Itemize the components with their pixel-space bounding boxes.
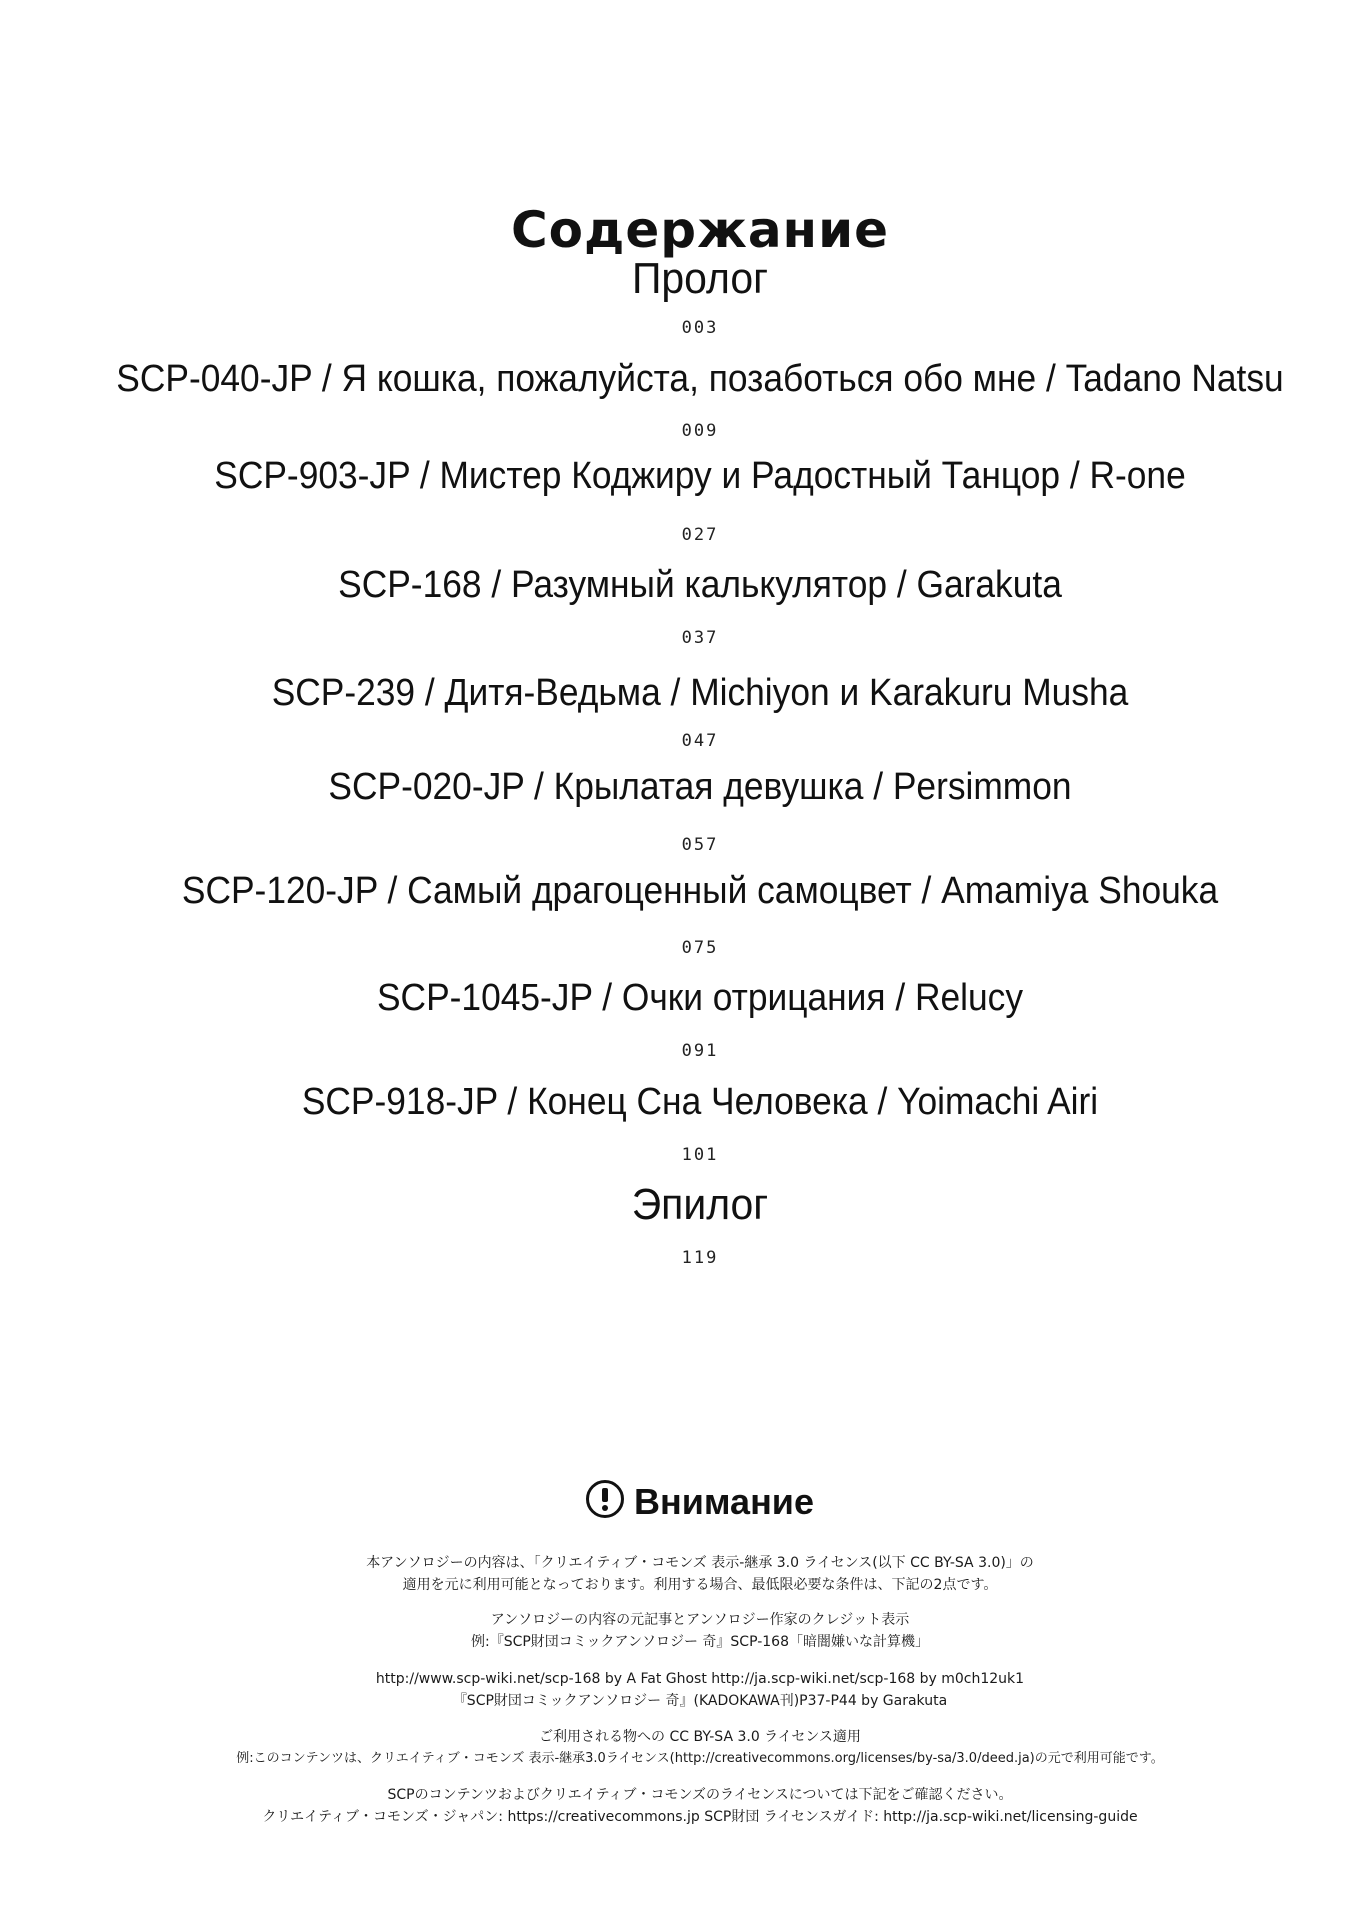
notice-line-5: http://www.scp-wiki.net/scp-168 by A Fat Ghost http://ja.scp-wiki.net/scp-168 by m0ch12uk1 [375, 1671, 1025, 1687]
toc-page-epilogue: 119 [681, 1248, 719, 1268]
toc-page-scp-239: 047 [681, 731, 719, 751]
toc-entry-prologue: Пролог [631, 254, 769, 303]
notice-line-7: ご利用される物への CC BY-SA 3.0 ライセンス適用 [539, 1729, 861, 1745]
notice-line-10: クリエイティブ・コモンズ・ジャパン: https://creativecommons.jp SCP財団 ライセンスガイド: http://ja.scp-wiki.net/licensing-guide [262, 1809, 1138, 1825]
toc-page-scp-1045-jp: 091 [681, 1041, 719, 1061]
toc-entry-scp-040-jp: SCP-040-JP / Я кошка, пожалуйста, позаботься обо мне / Tadano Natsu [116, 358, 1284, 400]
toc-entry-scp-918-jp: SCP-918-JP / Конец Сна Человека / Yoimachi Airi [301, 1081, 1099, 1123]
notice-heading-text: Внимание [634, 1481, 814, 1522]
toc-page-scp-040-jp: 009 [681, 421, 719, 441]
toc-entry-epilogue: Эпилог [631, 1180, 769, 1229]
toc-entry-scp-168: SCP-168 / Разумный калькулятор / Garakuta [338, 564, 1062, 606]
notice-line-1: 本アンソロジーの内容は、「クリエイティブ・コモンズ 表示-継承 3.0 ライセンス(以下 CC BY-SA 3.0)」の [366, 1555, 1034, 1571]
toc-entry-scp-239: SCP-239 / Дитя-Ведьма / Michiyon и Karakuru Musha [271, 672, 1129, 714]
notice-line-8: 例:このコンテンツは、クリエイティブ・コモンズ 表示-継承3.0ライセンス(http://creativecommons.org/licenses/by-sa/3.0/deed.ja)の元で利用可能です。 [236, 1751, 1164, 1766]
toc-entry-scp-1045-jp: SCP-1045-JP / Очки отрицания / Relucy [376, 977, 1024, 1019]
notice-line-2: 適用を元に利用可能となっております。利用する場合、最低限必要な条件は、下記の2点です。 [402, 1577, 998, 1593]
notice-line-3: アンソロジーの内容の元記事とアンソロジー作家のクレジット表示 [490, 1612, 910, 1628]
toc-page-prologue: 003 [681, 318, 719, 338]
toc-entry-scp-020-jp: SCP-020-JP / Крылатая девушка / Persimmon [328, 766, 1072, 808]
toc-entry-scp-120-jp: SCP-120-JP / Самый драгоценный самоцвет / Amamiya Shouka [181, 870, 1219, 912]
toc-page-scp-903-jp: 027 [681, 525, 719, 545]
notice-line-9: SCPのコンテンツおよびクリエイティブ・コモンズのライセンスについては下記をご確認ください。 [387, 1787, 1013, 1803]
toc-page-scp-020-jp: 057 [681, 835, 719, 855]
toc-entry-scp-903-jp: SCP-903-JP / Мистер Коджиру и Радостный Танцор / R-one [214, 455, 1186, 497]
notice-heading [0, 1480, 1352, 1524]
toc-page-scp-168: 037 [681, 628, 719, 648]
exclamation-circle-icon [586, 1480, 624, 1518]
notice-line-6: 『SCP財団コミックアンソロジー 奇』(KADOKAWA刊)P37-P44 by Garakuta [452, 1693, 948, 1709]
notice-line-4: 例:『SCP財団コミックアンソロジー 奇』SCP-168「暗闇嫌いな計算機」 [470, 1634, 929, 1650]
toc-page-scp-120-jp: 075 [681, 938, 719, 958]
toc-title: Содержание [510, 200, 890, 259]
toc-page-scp-918-jp: 101 [681, 1145, 719, 1165]
